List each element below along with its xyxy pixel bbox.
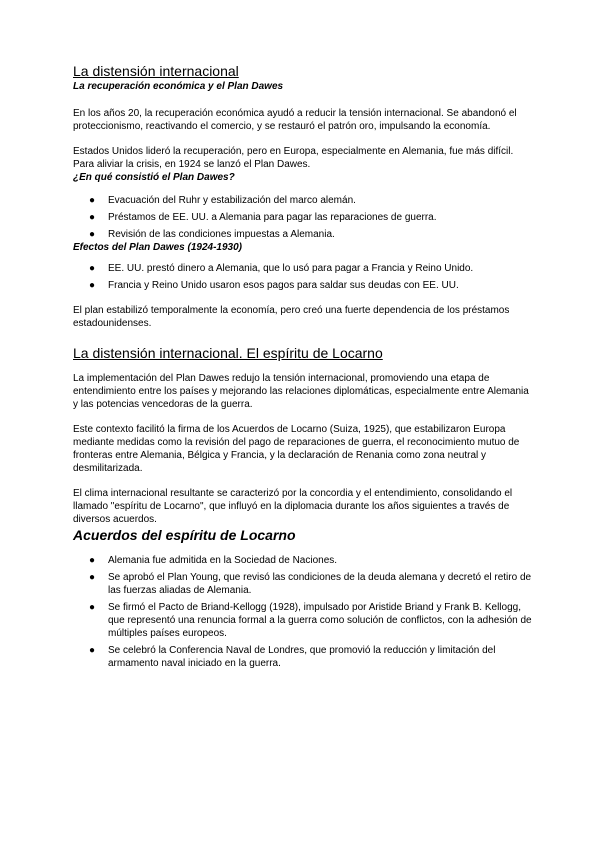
bullet-icon: ● <box>89 645 96 656</box>
section-title-locarno: La distensión internacional. El espíritu de Locarno <box>73 345 383 361</box>
paragraph-locarno-1: La implementación del Plan Dawes redujo la tensión internacional, promoviendo una etapa de entendimiento entre los países y mejorando las relaciones diplomáticas, especialmente entre Alemania y las potencias vencedoras de la guerra. <box>73 373 529 410</box>
list-item: ● Préstamos de EE. UU. a Alemania para pagar las reparaciones de guerra. <box>89 212 437 223</box>
bullet-icon: ● <box>89 212 96 223</box>
list-item: ● Alemania fue admitida en la Sociedad de Naciones. <box>89 555 338 566</box>
bullet-icon: ● <box>89 280 96 291</box>
list-item: ● Revisión de las condiciones impuestas a Alemania. <box>89 229 335 240</box>
list-item: ● Evacuación del Ruhr y estabilización del marco alemán. <box>89 195 356 206</box>
list-item: ● EE. UU. prestó dinero a Alemania, que lo usó para pagar a Francia y Reino Unido. <box>89 263 474 274</box>
list-plan-dawes <box>73 194 533 241</box>
paragraph-recuperacion-2: Estados Unidos lideró la recuperación, pero en Europa, especialmente en Alemania, fue más difícil. Para aliviar la crisis, en 1924 se lanzó el Plan Dawes. <box>73 146 514 170</box>
bullet-icon: ● <box>89 195 96 206</box>
paragraph-recuperacion-1: En los años 20, la recuperación económica ayudó a reducir la tensión internacional. Se abandonó el proteccionismo, reactivando el comercio, y se restauró el patrón oro, impulsando la economía. <box>73 108 517 132</box>
document-page <box>73 62 533 670</box>
list-acuerdos <box>73 554 533 670</box>
list-item: ● Se aprobó el Plan Young, que revisó las condiciones de la deuda alemana y decretó el retiro de las fuerzas aliadas de Alemania. <box>89 572 532 596</box>
subheading-recuperacion: La recuperación económica y el Plan Dawes <box>73 81 284 92</box>
list-efectos <box>73 262 533 292</box>
bullet-icon: ● <box>89 263 96 274</box>
section-title-distension: La distensión internacional <box>73 63 239 79</box>
paragraph-locarno-2: Este contexto facilitó la firma de los Acuerdos de Locarno (Suiza, 1925), que estabilizaron Europa mediante medidas como la revisión del pago de reparaciones de guerra, el reconocimiento mutuo de fronteras entre Alemania, Bélgica y Francia, y la declaración de Renania como zona neutral y desmilitarizada. <box>73 424 520 474</box>
bullet-icon: ● <box>89 572 96 583</box>
paragraph-plan-estabilizo: El plan estabilizó temporalmente la economía, pero creó una fuerte dependencia de los préstamos estadounidenses. <box>73 305 510 329</box>
list-item: ● Se firmó el Pacto de Briand-Kellogg (1928), impulsado por Aristide Briand y Frank B. Kellogg, que representó una renuncia formal a la guerra como solución de conflictos, con la adhesión de múltiples países europeos. <box>89 602 532 639</box>
list-item: ● Francia y Reino Unido usaron esos pagos para saldar sus deudas con EE. UU. <box>89 280 459 291</box>
paragraph-locarno-3: El clima internacional resultante se caracterizó por la concordia y el entendimiento, consolidando el llamado "espíritu de Locarno", que influyó en la diplomacia durante los años siguientes a través de diversos acuerdos. <box>73 488 513 525</box>
list-item: ● Se celebró la Conferencia Naval de Londres, que promovió la reducción y limitación del armamento naval iniciado en la guerra. <box>89 645 496 669</box>
subheading-efectos: Efectos del Plan Dawes (1924-1930) <box>73 242 242 253</box>
bullet-icon: ● <box>89 602 96 613</box>
subheading-en-que-consistio: ¿En qué consistió el Plan Dawes? <box>73 172 235 183</box>
bullet-icon: ● <box>89 229 96 240</box>
bullet-icon: ● <box>89 555 96 566</box>
section-title-acuerdos: Acuerdos del espíritu de Locarno <box>73 527 296 543</box>
